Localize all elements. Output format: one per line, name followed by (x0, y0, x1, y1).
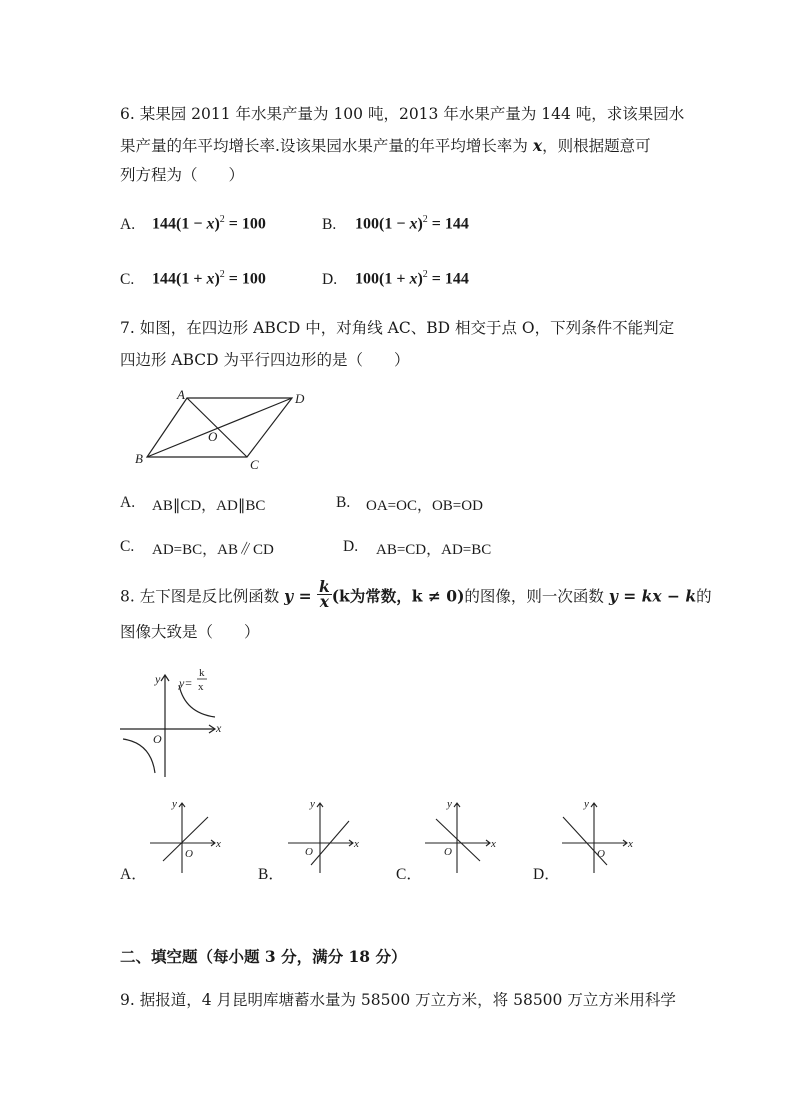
choice-b-graph (283, 795, 373, 875)
q7-option-b-text: OA=OC，OB=OD (366, 498, 483, 514)
q7-option-b-label: B. (336, 494, 351, 511)
q6-option-c-label: C. (120, 271, 135, 288)
svg-text:y: y (447, 798, 452, 810)
choice-a-graph (145, 795, 235, 875)
svg-text:O: O (185, 848, 193, 860)
q9-line-1: 9. 据报道，4 月昆明库塘蓄水量为 58500 万立方米，将 58500 万立方米用科学 (120, 991, 676, 1009)
q6-option-d-label: D. (322, 271, 338, 288)
svg-text:x: x (216, 838, 221, 850)
q6-option-a-label: A. (120, 216, 136, 233)
q8-line-1: 8. 左下图是反比例函数 y = $\frac{k}{x}$ (k为常数，k ≠ 0)的图像，则一次函数 y = kx − k的 (120, 577, 712, 611)
choice-c-graph (420, 795, 510, 875)
svg-text:O: O (597, 848, 605, 860)
q8-fraction: $\frac{k}{x}$ (318, 577, 330, 611)
svg-text:x: x (491, 838, 496, 850)
q6-option-a-equation: $144(1 - x)^2 = 100$ (152, 214, 266, 233)
svg-text:O: O (444, 846, 452, 858)
q7-option-a-text: AB∥CD，AD∥BC (152, 498, 266, 514)
q7-line-2: 四边形 ABCD 为平行四边形的是（ ） (120, 351, 410, 369)
vertex-label-a: A (177, 387, 185, 402)
q7-line-1: 7. 如图，在四边形 ABCD 中，对角线 AC、BD 相交于点 O，下列条件不能判定 (120, 319, 675, 337)
vertex-label-d: D (295, 391, 305, 406)
q6-line-2: 果产量的年平均增长率.设该果园水果产量的年平均增长率为 x，则根据题意可 (120, 136, 651, 155)
svg-text:O: O (305, 846, 313, 858)
vertex-label-c: C (250, 457, 259, 472)
q7-option-c-text: AD=BC，AB∥CD (152, 542, 274, 558)
main-graph-y-label: y (155, 672, 161, 686)
q8-choice-c-label: C． (396, 866, 422, 883)
center-label-o: O (208, 429, 218, 444)
q6-line-1: 6. 某果园 2011 年水果产量为 100 吨，2013 年水果产量为 144 吨，求该果园水 (120, 105, 685, 123)
section-2-heading: 二、填空题（每小题 3 分，满分 18 分） (120, 947, 407, 966)
svg-text:y: y (310, 798, 315, 810)
q6-variable: x (532, 136, 543, 155)
svg-text:x: x (354, 838, 359, 850)
q7-option-c-label: C. (120, 538, 135, 555)
q7-option-d-text: AB=CD，AD=BC (376, 542, 492, 558)
svg-text:y: y (172, 798, 177, 810)
q6-option-b-equation: $100(1 - x)^2 = 144$ (355, 214, 469, 233)
inverse-function-graph (115, 665, 235, 785)
svg-text:x: x (628, 838, 633, 850)
choice-d-graph (557, 795, 647, 875)
main-graph-origin-label: O (153, 732, 162, 746)
main-graph-func-num: k (199, 667, 205, 679)
q7-option-a-label: A. (120, 494, 136, 511)
q8-choice-a-label: A． (120, 866, 147, 883)
q6-line-3: 列方程为（ ） (120, 166, 245, 184)
q6-option-c-equation: $144(1 + x)^2 = 100$ (152, 269, 266, 288)
q8-choice-b-label: B． (258, 866, 284, 883)
vertex-label-b: B (135, 451, 143, 466)
q6-option-b-label: B. (322, 216, 337, 233)
q6-option-d-equation: $100(1 + x)^2 = 144$ (355, 269, 469, 288)
q8-choice-d-label: D． (533, 866, 560, 883)
main-graph-func-label: y= (179, 676, 193, 690)
main-graph-func-den: x (198, 681, 204, 693)
parallelogram-figure (130, 385, 320, 475)
q7-option-d-label: D. (343, 538, 359, 555)
diagonal-ac (187, 398, 247, 457)
choice-c-line (436, 819, 480, 861)
hyperbola-branch-3 (123, 739, 155, 773)
main-graph-x-label: x (216, 721, 222, 735)
q8-line-2: 图像大致是（ ） (120, 623, 260, 641)
svg-text:y: y (584, 798, 589, 810)
